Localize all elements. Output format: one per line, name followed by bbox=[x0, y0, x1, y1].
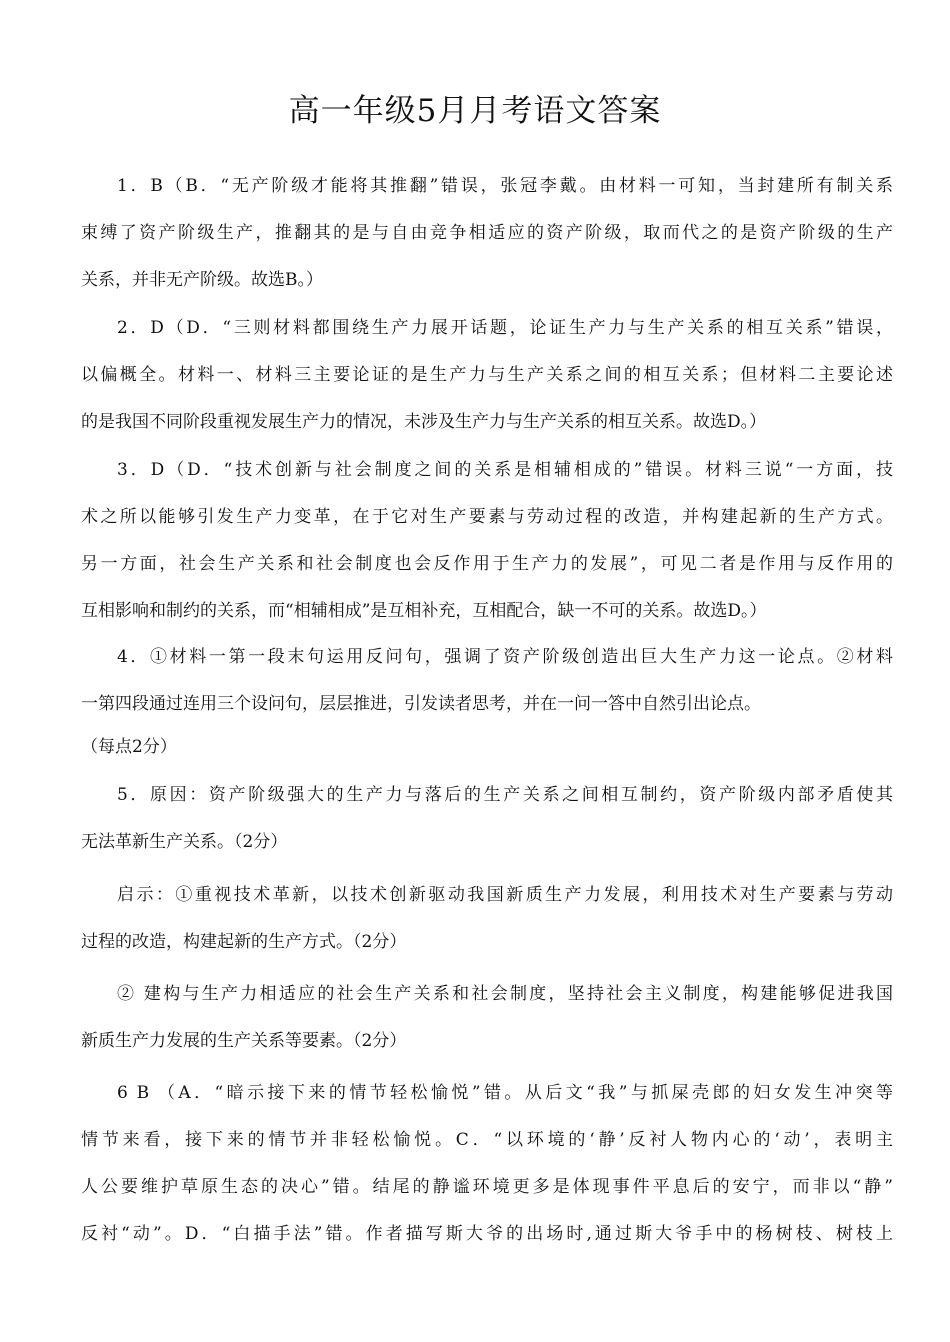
insight-1-line-2: 过程的改造，构建起新的生产方式。（2分） bbox=[81, 932, 407, 952]
answer-5-insight-2 bbox=[81, 971, 893, 1065]
answer-5-line-2: 无法革新生产关系。（2分） bbox=[81, 832, 288, 852]
answer-6 bbox=[81, 1070, 893, 1258]
answer-3-line-1: 3．D（D．“技术创新与社会制度之间的关系是相辅相成的”错误。材料三说“一方面，技 bbox=[117, 460, 893, 480]
answer-3 bbox=[81, 447, 893, 635]
answer-1-line-3: 关系，并非无产阶级。故选B。） bbox=[81, 270, 323, 290]
document-title: 高一年级5月月考语文答案 bbox=[288, 93, 662, 129]
insight-2-line-2: 新质生产力发展的生产关系等要素。（2分） bbox=[81, 1031, 407, 1051]
answer-6-line-3: 人公要维护草原生态的决心”错。结尾的静谧环境更多是体现事件平息后的安宁，而非以“静” bbox=[81, 1177, 893, 1197]
answer-6-line-1: 6 B （A．“暗示接下来的情节轻松愉悦”错。从后文“我”与抓屎壳郎的妇女发生冲突等 bbox=[117, 1083, 893, 1103]
answer-2-line-3: 的是我国不同阶段重视发展生产力的情况，未涉及生产力与生产关系的相互关系。故选D。） bbox=[81, 412, 767, 432]
answer-6-line-4: 反衬“动”。D．“白描手法”错。作者描写斯大爷的出场时,通过斯大爷手中的杨树枝、树枝上 bbox=[81, 1224, 893, 1244]
answer-1-line-2: 束缚了资产阶级生产，推翻其的是与自由竞争相适应的资产阶级，取而代之的是资产阶级的生产 bbox=[81, 223, 893, 243]
answer-4-line-1: 4．①材料一第一段末句运用反问句，强调了资产阶级创造出巨大生产力这一论点。②材料 bbox=[117, 647, 893, 667]
answer-2-line-2: 以偏概全。材料一、材料三主要论证的是生产力与生产关系之间的相互关系；但材料二主要论述 bbox=[81, 365, 893, 385]
answer-4 bbox=[81, 634, 893, 766]
answer-1-line-1: 1．B（B．“无产阶级才能将其推翻”错误，张冠李戴。由材料一可知，当封建所有制关系 bbox=[117, 176, 893, 196]
answer-2 bbox=[81, 305, 893, 446]
answer-4-line-2: 一第四段通过连用三个设问句，层层推进，引发读者思考，并在一问一答中自然引出论点。 bbox=[81, 694, 761, 714]
insight-2-line-1: ② 建构与生产力相适应的社会生产关系和社会制度，坚持社会主义制度，构建能够促进我国 bbox=[117, 984, 893, 1004]
answer-5-line-1: 5．原因：资产阶级强大的生产力与落后的生产关系之间相互制约，资产阶级内部矛盾使其 bbox=[117, 785, 893, 805]
answer-3-line-3: 另一方面，社会生产关系和社会制度也会反作用于生产力的发展”，可见二者是作用与反作用的 bbox=[81, 554, 893, 574]
answer-3-line-2: 术之所以能够引发生产力变革，在于它对生产要素与劳动过程的改造，并构建起新的生产方式。 bbox=[81, 507, 893, 527]
answer-1 bbox=[81, 163, 893, 304]
answer-2-line-1: 2．D（D．“三则材料都围绕生产力展开话题，论证生产力与生产关系的相互关系”错误， bbox=[117, 318, 893, 338]
answer-6-line-2: 情节来看，接下来的情节并非轻松愉悦。C．“以环境的‘静’反衬人物内心的‘动’，表明主 bbox=[81, 1130, 893, 1150]
insight-1-line-1: 启示：①重视技术革新，以技术创新驱动我国新质生产力发展，利用技术对生产要素与劳动 bbox=[117, 885, 893, 905]
answer-3-line-4: 互相影响和制约的关系，而“相辅相成”是互相补充，互相配合，缺一不可的关系。故选D。） bbox=[81, 601, 767, 621]
answer-5-reason bbox=[81, 772, 893, 866]
answer-5-insight-1 bbox=[81, 872, 893, 966]
answer-4-line-3: （每点2分） bbox=[81, 737, 177, 757]
